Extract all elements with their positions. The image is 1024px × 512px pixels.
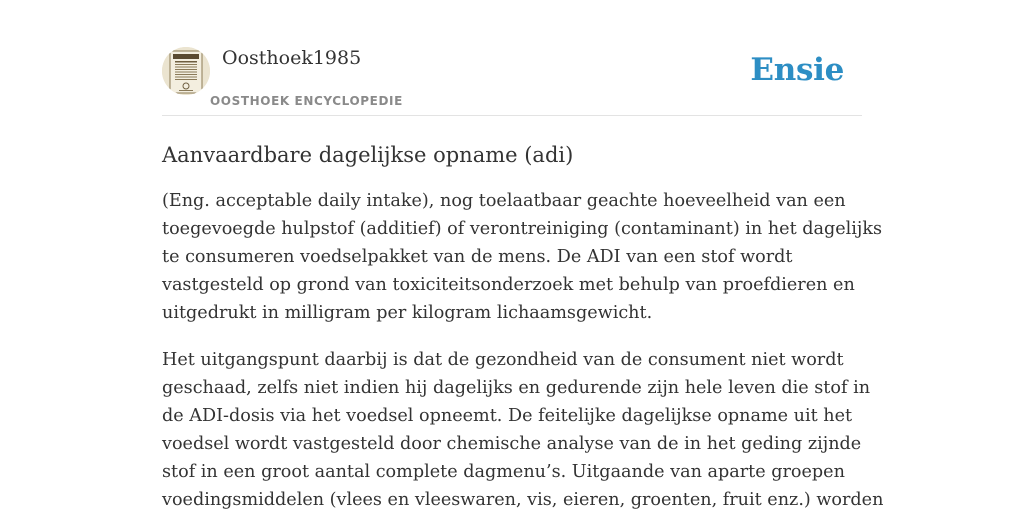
text-line: de ADI-dosis via het voedsel opneemt. De feitelijke dagelijkse opname uit het xyxy=(162,406,853,426)
text-line: (Eng. acceptable daily intake), nog toelaatbaar geachte hoeveelheid van een xyxy=(162,191,846,211)
text-line: vastgesteld op grond van toxiciteitsonderzoek met behulp van proefdieren en xyxy=(162,275,855,295)
text-line: stof in een groot aantal complete dagmenu’s. Uitgaande van aparte groepen xyxy=(162,462,845,482)
text-line: voedsel wordt vastgesteld door chemische analyse van de in het geding zijnde xyxy=(162,434,862,454)
text-line: toegevoegde hulpstof (additief) of verontreiniging (contaminant) in het dagelijks xyxy=(162,219,883,239)
paragraph-2 xyxy=(162,346,884,512)
avatar[interactable] xyxy=(162,47,210,95)
username[interactable]: Oosthoek1985 xyxy=(222,47,362,69)
encyclopedia-book-icon xyxy=(162,47,210,95)
paragraph-1 xyxy=(162,187,883,327)
text-line: Het uitgangspunt daarbij is dat de gezondheid van de consument niet wordt xyxy=(162,350,844,370)
article-header xyxy=(162,44,862,116)
article-card xyxy=(162,44,884,512)
text-line: voedingsmiddelen (vlees en vleeswaren, vis, eieren, groenten, fruit enz.) worden xyxy=(162,490,884,510)
text-line: uitgedrukt in milligram per kilogram lichaamsgewicht. xyxy=(162,303,653,323)
text-line: geschaad, zelfs niet indien hij dagelijks en gedurende zijn hele leven die stof in xyxy=(162,378,871,398)
page-title: Aanvaardbare dagelijkse opname (adi) xyxy=(162,143,574,167)
brand-logo[interactable]: Ensie xyxy=(750,52,844,88)
text-line: te consumeren voedselpakket van de mens. De ADI van een stof wordt xyxy=(162,247,793,267)
source-label[interactable]: OOSTHOEK ENCYCLOPEDIE xyxy=(210,94,403,108)
